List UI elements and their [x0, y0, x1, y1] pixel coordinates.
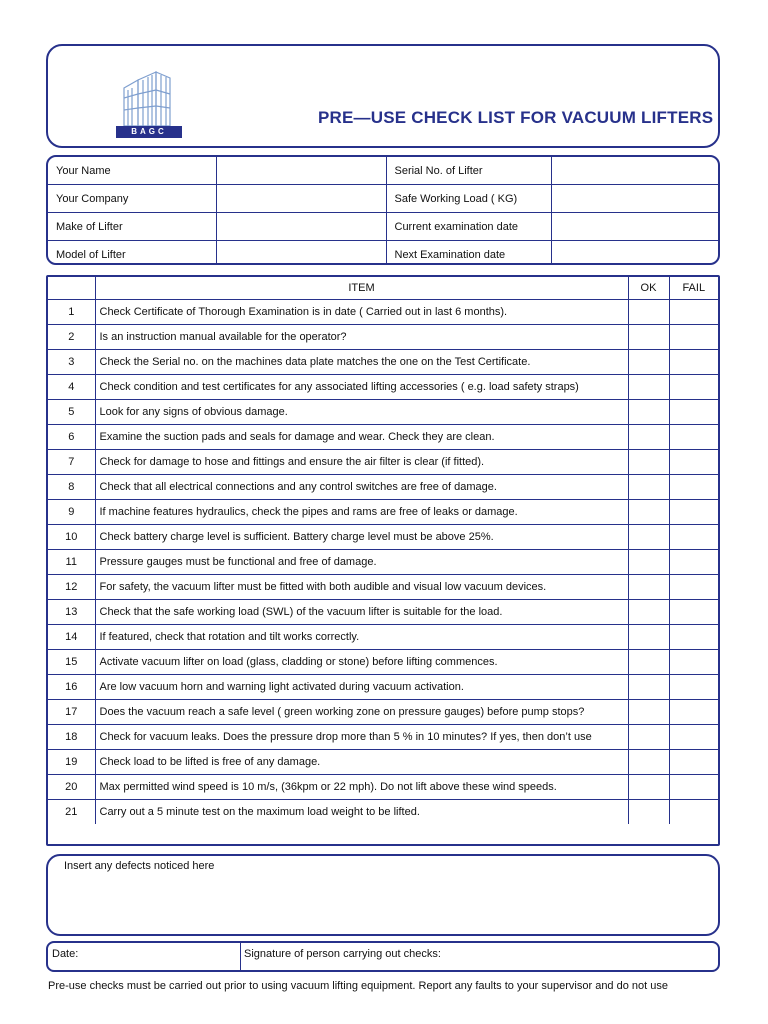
checklist-row-number: 17: [48, 700, 95, 725]
checklist-row-item: Carry out a 5 minute test on the maximum load weight to be lifted.: [95, 800, 628, 825]
checklist-row-number: 7: [48, 450, 95, 475]
checklist-row: [48, 550, 718, 575]
safe-working-load-label: Safe Working Load ( KG): [386, 185, 551, 213]
checklist-row-number: 16: [48, 675, 95, 700]
checklist-row-number: 6: [48, 425, 95, 450]
number-column-header: [48, 277, 95, 300]
checklist-row-item: Check battery charge level is sufficient. Battery charge level must be above 25%.: [95, 525, 628, 550]
checklist-row-item: If machine features hydraulics, check the pipes and rams are free of leaks or damage.: [95, 500, 628, 525]
logo-text: BAGC: [116, 126, 182, 138]
checklist-row-number: 14: [48, 625, 95, 650]
checklist-row-item: Check for damage to hose and fittings and ensure the air filter is clear (if fitted).: [95, 450, 628, 475]
checklist-row: [48, 525, 718, 550]
checklist-row: [48, 775, 718, 800]
checklist-row-item: Activate vacuum lifter on load (glass, cladding or stone) before lifting commences.: [95, 650, 628, 675]
fail-checkbox-cell[interactable]: [669, 625, 718, 650]
checklist-panel: [46, 275, 720, 846]
ok-checkbox-cell[interactable]: [628, 475, 669, 500]
checklist-table: [48, 277, 718, 824]
ok-checkbox-cell[interactable]: [628, 775, 669, 800]
current-exam-date-field[interactable]: [551, 213, 718, 241]
model-of-lifter-field[interactable]: [216, 241, 386, 266]
company-logo: [116, 68, 182, 138]
checklist-row-item: Check condition and test certificates for any associated lifting accessories ( e.g. load safety straps): [95, 375, 628, 400]
checklist-row: [48, 700, 718, 725]
checklist-row-number: 2: [48, 325, 95, 350]
your-company-label: Your Company: [48, 185, 216, 213]
signature-divider: [240, 943, 241, 970]
fail-checkbox-cell[interactable]: [669, 750, 718, 775]
fail-column-header: FAIL: [669, 277, 718, 300]
checklist-row-number: 18: [48, 725, 95, 750]
fail-checkbox-cell[interactable]: [669, 325, 718, 350]
fail-checkbox-cell[interactable]: [669, 300, 718, 325]
checklist-row-number: 8: [48, 475, 95, 500]
your-name-field[interactable]: [216, 157, 386, 185]
info-row: [48, 213, 718, 241]
ok-checkbox-cell[interactable]: [628, 400, 669, 425]
ok-checkbox-cell[interactable]: [628, 425, 669, 450]
checklist-row-item: Look for any signs of obvious damage.: [95, 400, 628, 425]
info-panel: [46, 155, 720, 265]
signature-panel: [46, 941, 720, 972]
checklist-row: [48, 725, 718, 750]
fail-checkbox-cell[interactable]: [669, 475, 718, 500]
checklist-row-number: 20: [48, 775, 95, 800]
ok-checkbox-cell[interactable]: [628, 525, 669, 550]
checklist-row-item: Check that the safe working load (SWL) of the vacuum lifter is suitable for the load.: [95, 600, 628, 625]
header-panel: [46, 44, 720, 148]
ok-checkbox-cell[interactable]: [628, 600, 669, 625]
checklist-row-item: Is an instruction manual available for the operator?: [95, 325, 628, 350]
make-of-lifter-field[interactable]: [216, 213, 386, 241]
ok-checkbox-cell[interactable]: [628, 550, 669, 575]
ok-checkbox-cell[interactable]: [628, 725, 669, 750]
current-exam-date-label: Current examination date: [386, 213, 551, 241]
ok-checkbox-cell[interactable]: [628, 450, 669, 475]
checklist-row-number: 1: [48, 300, 95, 325]
checklist-row: [48, 450, 718, 475]
ok-checkbox-cell[interactable]: [628, 350, 669, 375]
checklist-row-number: 4: [48, 375, 95, 400]
checklist-row: [48, 350, 718, 375]
ok-column-header: OK: [628, 277, 669, 300]
next-exam-date-label: Next Examination date: [386, 241, 551, 266]
checklist-row: [48, 750, 718, 775]
info-row: [48, 157, 718, 185]
ok-checkbox-cell[interactable]: [628, 325, 669, 350]
fail-checkbox-cell[interactable]: [669, 800, 718, 825]
your-name-label: Your Name: [48, 157, 216, 185]
checklist-row: [48, 325, 718, 350]
checklist-row: [48, 300, 718, 325]
checklist-row: [48, 600, 718, 625]
info-table: [48, 157, 718, 265]
ok-checkbox-cell[interactable]: [628, 650, 669, 675]
fail-checkbox-cell[interactable]: [669, 375, 718, 400]
info-row: [48, 185, 718, 213]
fail-checkbox-cell[interactable]: [669, 400, 718, 425]
fail-checkbox-cell[interactable]: [669, 350, 718, 375]
building-icon: [116, 68, 182, 128]
checklist-row-item: Check Certificate of Thorough Examination is in date ( Carried out in last 6 months).: [95, 300, 628, 325]
safe-working-load-field[interactable]: [551, 185, 718, 213]
checklist-row-number: 10: [48, 525, 95, 550]
checklist-body: [48, 300, 718, 825]
checklist-row-item: Does the vacuum reach a safe level ( green working zone on pressure gauges) before pump stops?: [95, 700, 628, 725]
serial-no-field[interactable]: [551, 157, 718, 185]
checklist-row-number: 3: [48, 350, 95, 375]
checklist-row-number: 5: [48, 400, 95, 425]
checklist-row-item: If featured, check that rotation and tilt works correctly.: [95, 625, 628, 650]
model-of-lifter-label: Model of Lifter: [48, 241, 216, 266]
checklist-row-item: Check that all electrical connections and any control switches are free of damage.: [95, 475, 628, 500]
fail-checkbox-cell[interactable]: [669, 650, 718, 675]
fail-checkbox-cell[interactable]: [669, 500, 718, 525]
serial-no-label: Serial No. of Lifter: [386, 157, 551, 185]
ok-checkbox-cell[interactable]: [628, 750, 669, 775]
ok-checkbox-cell[interactable]: [628, 375, 669, 400]
fail-checkbox-cell[interactable]: [669, 450, 718, 475]
checklist-row: [48, 800, 718, 825]
checklist-row-number: 19: [48, 750, 95, 775]
next-exam-date-field[interactable]: [551, 241, 718, 266]
defects-label: Insert any defects noticed here: [64, 860, 215, 872]
checklist-row-number: 21: [48, 800, 95, 825]
ok-checkbox-cell[interactable]: [628, 625, 669, 650]
defects-panel[interactable]: [46, 854, 720, 936]
checklist-row-item: Pressure gauges must be functional and free of damage.: [95, 550, 628, 575]
make-of-lifter-label: Make of Lifter: [48, 213, 216, 241]
fail-checkbox-cell[interactable]: [669, 575, 718, 600]
checklist-row-number: 12: [48, 575, 95, 600]
fail-checkbox-cell[interactable]: [669, 725, 718, 750]
fail-checkbox-cell[interactable]: [669, 775, 718, 800]
fail-checkbox-cell[interactable]: [669, 550, 718, 575]
checklist-row: [48, 650, 718, 675]
ok-checkbox-cell[interactable]: [628, 700, 669, 725]
checklist-row: [48, 400, 718, 425]
fail-checkbox-cell[interactable]: [669, 675, 718, 700]
fail-checkbox-cell[interactable]: [669, 700, 718, 725]
checklist-row-number: 13: [48, 600, 95, 625]
checklist-row: [48, 475, 718, 500]
info-row: [48, 241, 718, 266]
ok-checkbox-cell[interactable]: [628, 575, 669, 600]
footer-note: Pre-use checks must be carried out prior to using vacuum lifting equipment. Report any faults to your supervisor and do not use: [48, 980, 668, 992]
your-company-field[interactable]: [216, 185, 386, 213]
checklist-row: [48, 575, 718, 600]
checklist-row-item: For safety, the vacuum lifter must be fitted with both audible and visual low vacuum devices.: [95, 575, 628, 600]
checklist-row-item: Check load to be lifted is free of any damage.: [95, 750, 628, 775]
fail-checkbox-cell[interactable]: [669, 600, 718, 625]
signature-label: Signature of person carrying out checks:: [244, 948, 441, 960]
checklist-row-number: 9: [48, 500, 95, 525]
checklist-row: [48, 425, 718, 450]
date-label: Date:: [52, 948, 79, 960]
ok-checkbox-cell[interactable]: [628, 300, 669, 325]
item-column-header: ITEM: [95, 277, 628, 300]
checklist-row-item: Max permitted wind speed is 10 m/s, (36kpm or 22 mph). Do not lift above these wind speeds.: [95, 775, 628, 800]
checklist-row-number: 11: [48, 550, 95, 575]
checklist-row: [48, 675, 718, 700]
fail-checkbox-cell[interactable]: [669, 525, 718, 550]
checklist-row-number: 15: [48, 650, 95, 675]
checklist-header-row: [48, 277, 718, 300]
checklist-row: [48, 500, 718, 525]
ok-checkbox-cell[interactable]: [628, 800, 669, 825]
checklist-row-item: Check the Serial no. on the machines data plate matches the one on the Test Certificate.: [95, 350, 628, 375]
checklist-row-item: Check for vacuum leaks. Does the pressure drop more than 5 % in 10 minutes? If yes, then don’t use: [95, 725, 628, 750]
checklist-row: [48, 375, 718, 400]
checklist-row-item: Examine the suction pads and seals for damage and wear. Check they are clean.: [95, 425, 628, 450]
checklist-row: [48, 625, 718, 650]
ok-checkbox-cell[interactable]: [628, 675, 669, 700]
ok-checkbox-cell[interactable]: [628, 500, 669, 525]
checklist-row-item: Are low vacuum horn and warning light activated during vacuum activation.: [95, 675, 628, 700]
fail-checkbox-cell[interactable]: [669, 425, 718, 450]
page-title: PRE—USE CHECK LIST FOR VACUUM LIFTERS: [318, 108, 714, 127]
